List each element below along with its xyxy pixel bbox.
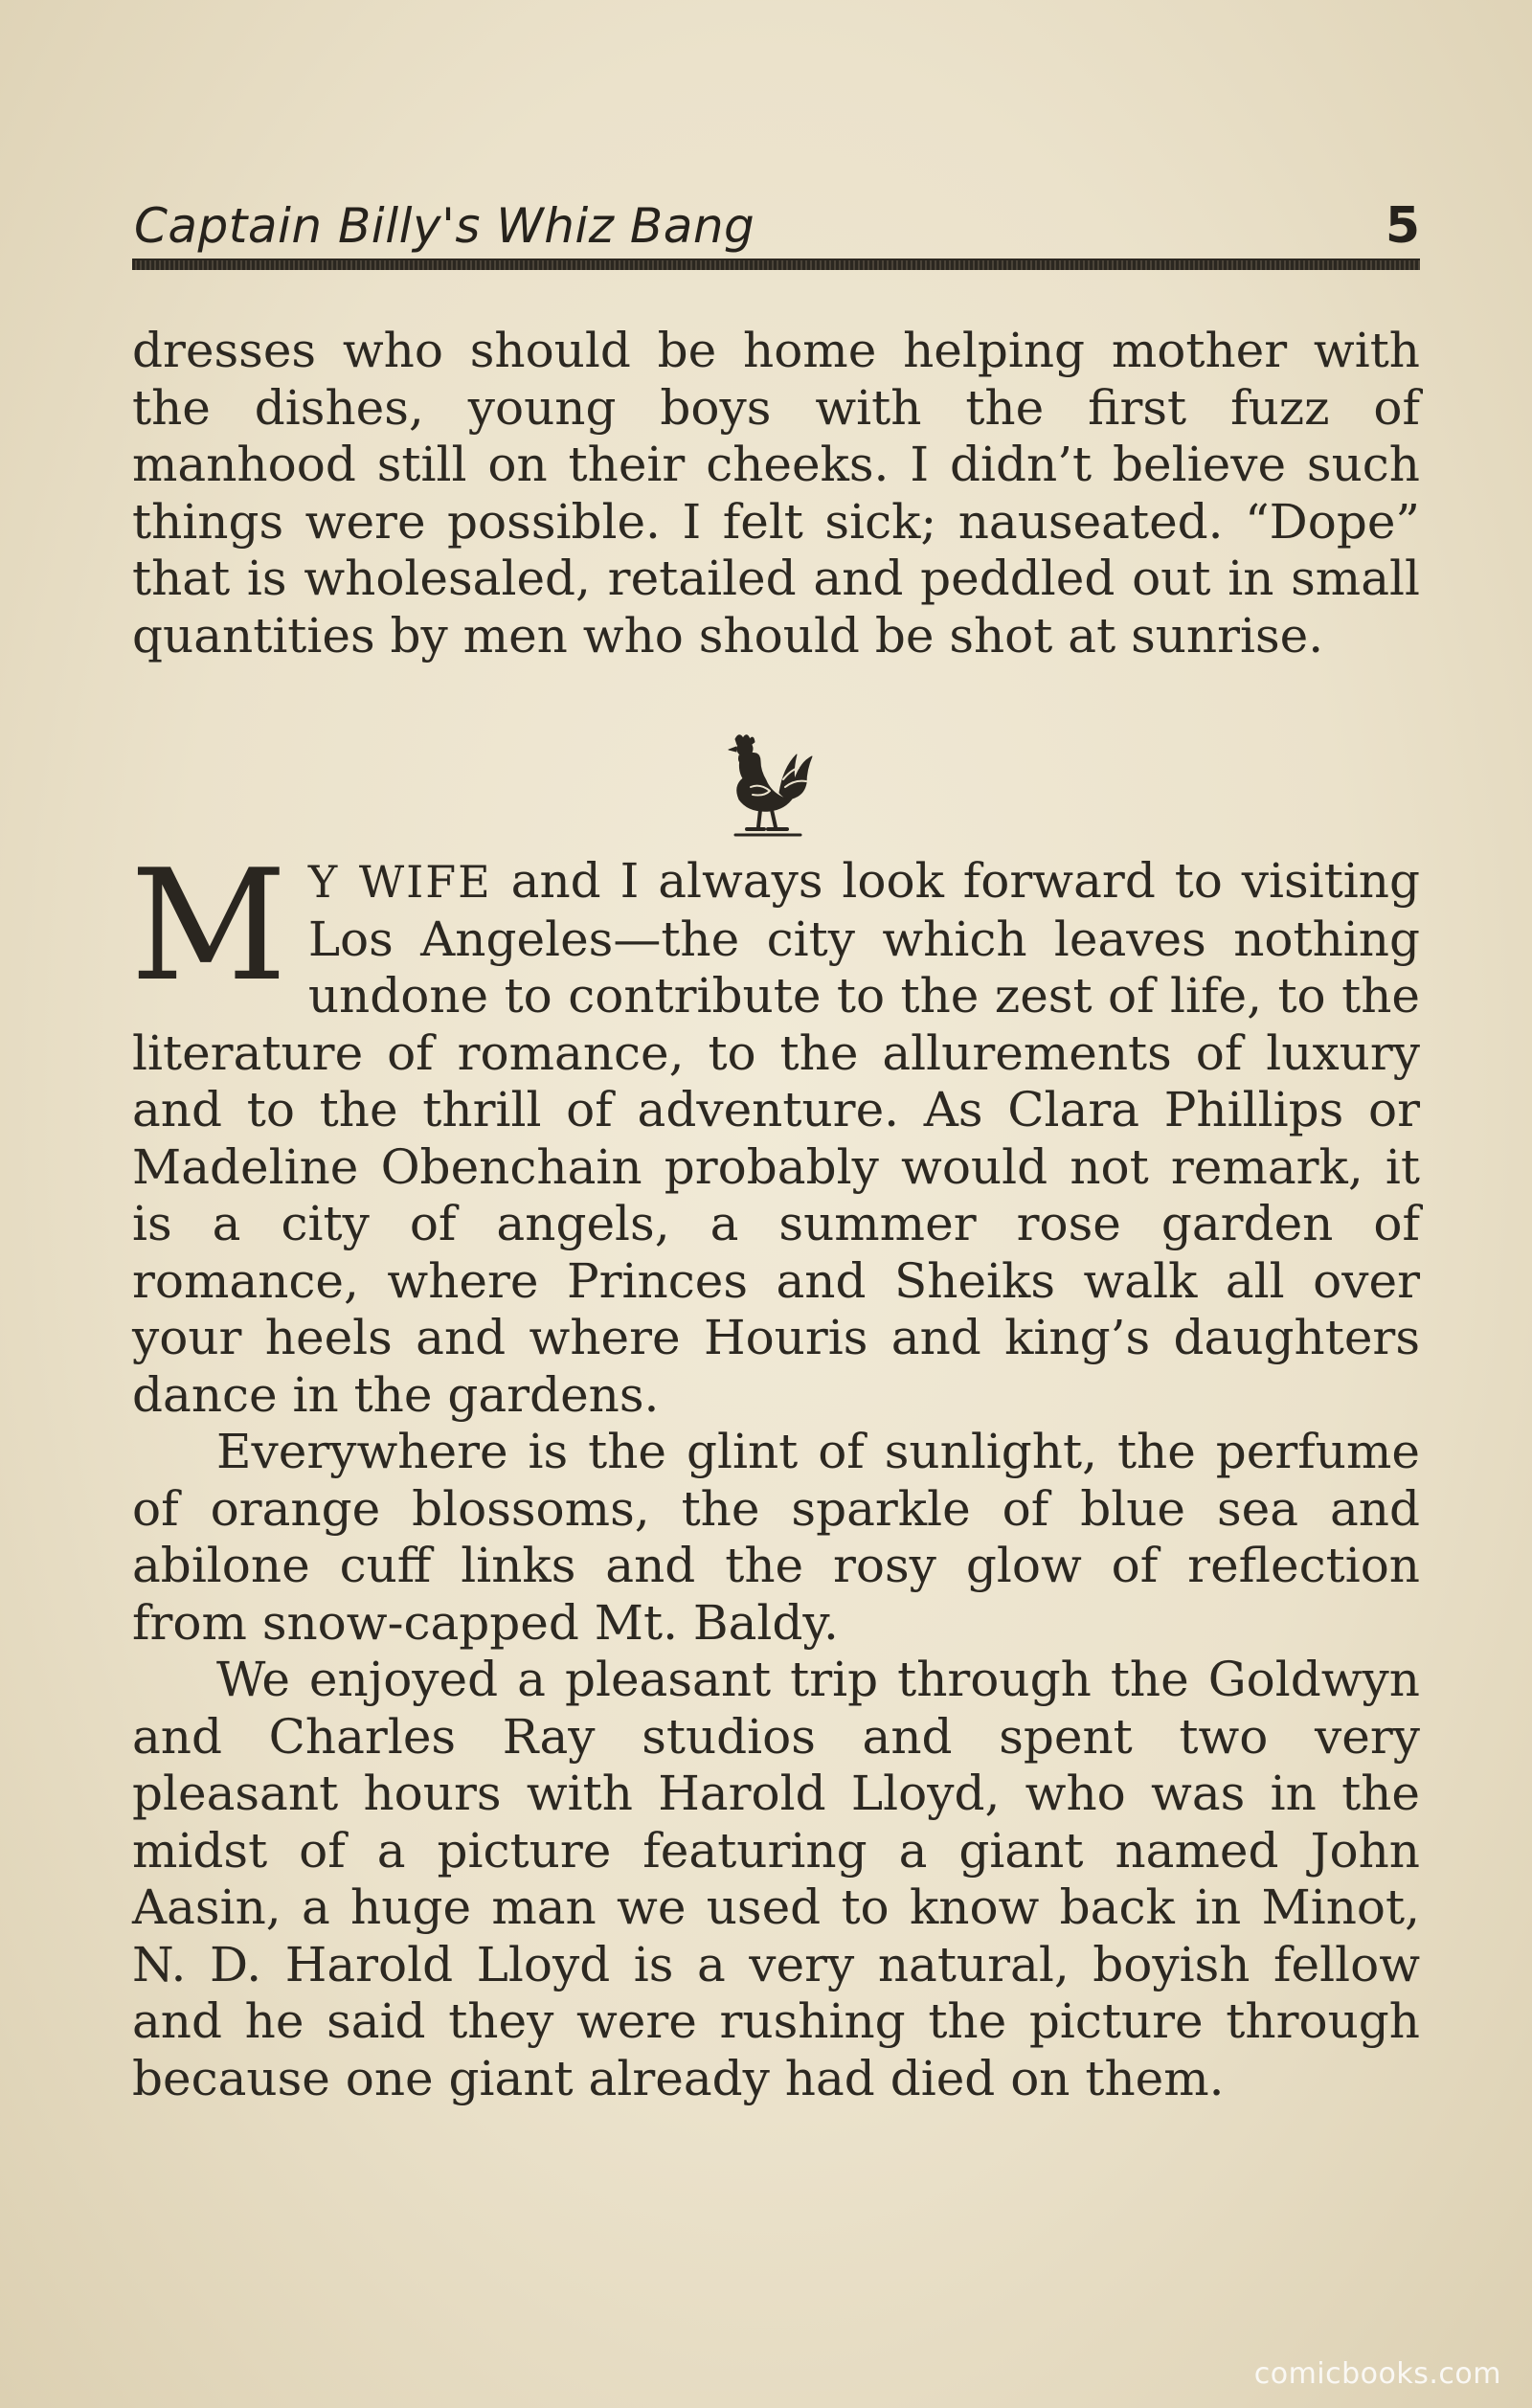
lead-in-smallcaps: Y WIFE bbox=[307, 856, 492, 908]
rooster-icon bbox=[722, 730, 814, 841]
paragraph-intro bbox=[130, 836, 1420, 1424]
drop-cap: M bbox=[130, 836, 287, 1015]
watermark: comicbooks.com bbox=[1253, 2357, 1501, 2391]
paragraph-intro-text: and I always look forward to visiting Los Angeles—the city which leaves nothing undone to contribute to the zest of life, to the literature of romance, to the allurements of luxury and to the thrill of adventure. As Clara Phillips or Madeline Obenchain probably would not remark, it is a city of angels, a summer rose garden of romance, where Princes and Sheiks walk all over your heels and where Houris and king’s daughters dance in the gardens. bbox=[132, 853, 1420, 1423]
page-number: 5 bbox=[1385, 197, 1420, 255]
paragraph-studios: We enjoyed a pleasant trip through the Goldwyn and Charles Ray studios and spent two very pleasant hours with Harold Lloyd, who was in the midst of a picture featuring a giant named John Aasin, a huge man we used to know back in Minot, N. D. Harold Lloyd is a very natural, boyish fellow and he said they were rushing the picture through because one giant already had died on them. bbox=[132, 1652, 1420, 2106]
running-head bbox=[132, 196, 1420, 256]
article-section bbox=[130, 836, 1420, 2107]
running-title: Captain Billy's Whiz Bang bbox=[134, 198, 755, 254]
paragraph-continued: dresses who should be home helping mother with the dishes, young boys with the first fuzz of manhood still on their cheeks. I didn’t believe such things were possible. I felt sick; nauseated. “Dope” that is wholesaled, retailed and peddled out in small quantities by men who should be shot at sunrise. bbox=[132, 323, 1420, 664]
paragraph-sunlight: Everywhere is the glint of sunlight, the perfume of orange blossoms, the sparkle of blue sea and abilone cuff links and the rosy glow of reflection from snow-capped Mt. Baldy. bbox=[132, 1424, 1420, 1651]
header-rule bbox=[132, 259, 1420, 270]
